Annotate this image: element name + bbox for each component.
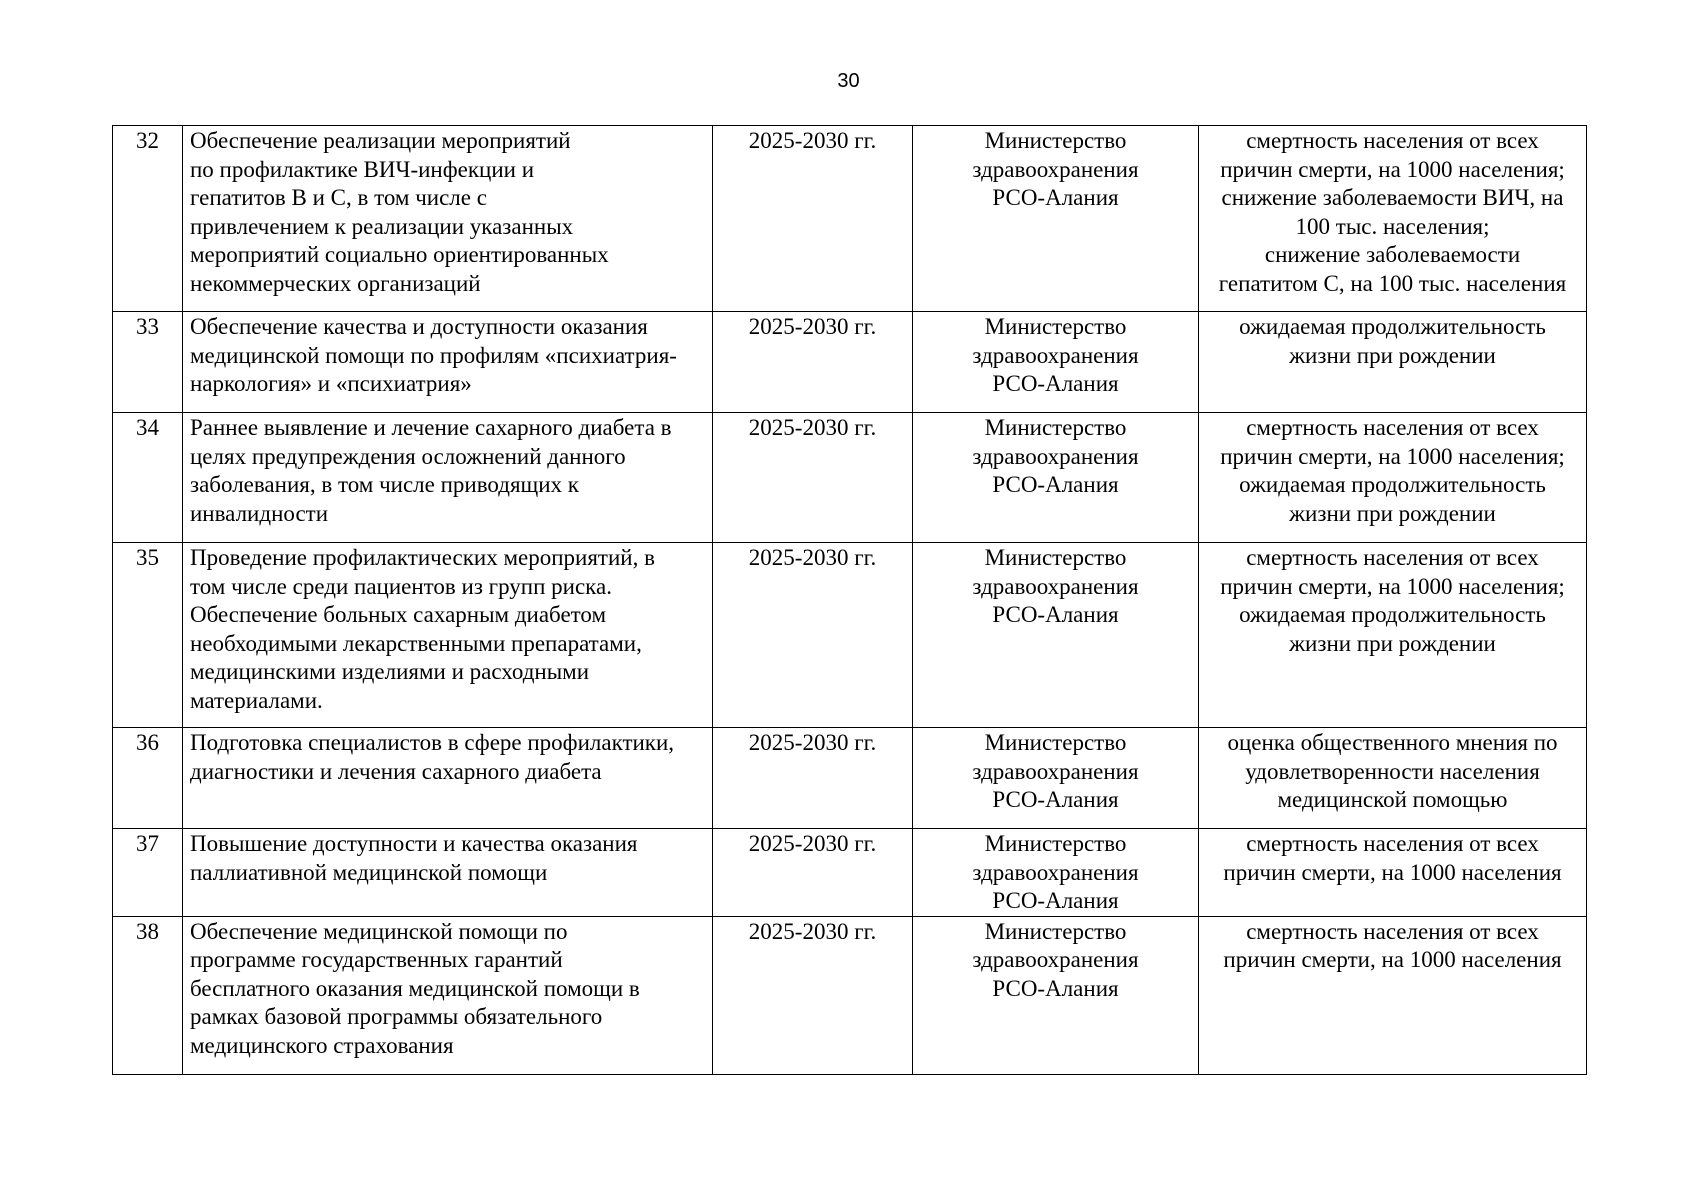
target-indicator: [1199, 829, 1587, 917]
text-line: оценка общественного мнения по: [1227, 730, 1558, 755]
text-line: смертность населения от всех: [1246, 128, 1539, 153]
text-line: жизни при рождении: [1289, 342, 1496, 368]
text-line: причин смерти, на 1000 населения;: [1220, 443, 1565, 469]
measure-description: [183, 916, 713, 1074]
text-line: медицинской помощью: [1277, 787, 1508, 812]
text-line: целях предупреждения осложнений данного: [190, 443, 626, 469]
text-line: наркология» и «психиатрия»: [190, 371, 472, 396]
table-row: [113, 312, 1587, 413]
text-line: жизни при рождении: [1289, 500, 1496, 526]
text-line: 100 тыс. населения;: [1295, 213, 1490, 239]
target-indicator: [1199, 413, 1587, 543]
target-indicator: [1199, 916, 1587, 1074]
text-line: здравоохранения: [972, 859, 1139, 885]
text-line: РСО-Алания: [992, 185, 1119, 210]
text-line: Министерство: [984, 545, 1127, 570]
text-line: РСО-Алания: [992, 472, 1119, 497]
text-line: здравоохранения: [972, 758, 1139, 784]
target-indicator: [1199, 312, 1587, 413]
responsible-executor: [913, 413, 1199, 543]
text-line: Повышение доступности и качества оказания: [190, 831, 638, 856]
responsible-executor: [913, 126, 1199, 312]
row-number: 37: [113, 829, 183, 917]
text-line: РСО-Алания: [992, 602, 1119, 627]
text-line: ожидаемая продолжительность: [1239, 314, 1546, 339]
text-line: Подготовка специалистов в сфере профилактики,: [190, 730, 675, 755]
text-line: инвалидности: [190, 500, 329, 526]
target-indicator: [1199, 126, 1587, 312]
row-number: 36: [113, 728, 183, 829]
text-line: Министерство: [984, 918, 1127, 944]
measure-description: [183, 413, 713, 543]
responsible-executor: [913, 312, 1199, 413]
text-line: диагностики и лечения сахарного диабета: [190, 758, 602, 784]
implementation-period: 2025-2030 гг.: [713, 543, 913, 728]
text-line: Обеспечение больных сахарным диабетом: [190, 602, 607, 627]
text-line: жизни при рождении: [1289, 630, 1496, 656]
text-line: медицинской помощи по профилям «психиатрия-: [190, 342, 677, 368]
text-line: привлечением к реализации указанных: [190, 213, 574, 239]
implementation-period: 2025-2030 гг.: [713, 126, 913, 312]
text-line: Обеспечение медицинской помощи по: [190, 918, 568, 944]
text-line: некоммерческих организаций: [190, 270, 481, 296]
text-line: смертность населения от всех: [1246, 415, 1539, 440]
responsible-executor: [913, 543, 1199, 728]
target-indicator: [1199, 728, 1587, 829]
responsible-executor: [913, 829, 1199, 917]
text-line: гепатитом С, на 100 тыс. населения: [1218, 270, 1567, 296]
text-line: здравоохранения: [972, 156, 1139, 182]
table-row: [113, 728, 1587, 829]
row-number: 33: [113, 312, 183, 413]
text-line: заболевания, в том числе приводящих к: [190, 472, 579, 497]
text-line: рамках базовой программы обязательного: [190, 1004, 603, 1029]
text-line: РСО-Алания: [992, 787, 1119, 812]
text-line: здравоохранения: [972, 443, 1139, 469]
text-line: Министерство: [984, 831, 1127, 856]
measure-description: [183, 829, 713, 917]
implementation-period: 2025-2030 гг.: [713, 413, 913, 543]
text-line: медицинскими изделиями и расходными: [190, 659, 590, 684]
text-line: ожидаемая продолжительность: [1239, 602, 1546, 627]
text-line: причин смерти, на 1000 населения: [1223, 859, 1562, 885]
text-line: Обеспечение качества и доступности оказания: [190, 314, 648, 339]
text-line: необходимыми лекарственными препаратами,: [190, 630, 642, 656]
table-row: [113, 916, 1587, 1074]
text-line: Проведение профилактических мероприятий, в: [190, 545, 655, 570]
text-line: паллиативной медицинской помощи: [190, 859, 548, 885]
text-line: Министерство: [984, 314, 1127, 339]
text-line: мероприятий социально ориентированных: [190, 242, 609, 267]
implementation-period: 2025-2030 гг.: [713, 829, 913, 917]
text-line: причин смерти, на 1000 населения;: [1220, 156, 1565, 182]
measure-description: [183, 126, 713, 312]
responsible-executor: [913, 916, 1199, 1074]
text-line: смертность населения от всех: [1246, 831, 1539, 856]
row-number: 38: [113, 916, 183, 1074]
measure-description: [183, 728, 713, 829]
text-line: Министерство: [984, 128, 1127, 153]
implementation-period: 2025-2030 гг.: [713, 728, 913, 829]
table-row: [113, 126, 1587, 312]
text-line: РСО-Алания: [992, 371, 1119, 396]
implementation-period: 2025-2030 гг.: [713, 312, 913, 413]
row-number: 34: [113, 413, 183, 543]
row-number: 32: [113, 126, 183, 312]
text-line: гепатитов В и С, в том числе с: [190, 185, 487, 210]
target-indicator: [1199, 543, 1587, 728]
measure-description: [183, 543, 713, 728]
text-line: снижение заболеваемости ВИЧ, на: [1221, 185, 1564, 210]
text-line: РСО-Алания: [992, 975, 1119, 1001]
measures-table: [112, 125, 1587, 1075]
implementation-period: 2025-2030 гг.: [713, 916, 913, 1074]
text-line: бесплатного оказания медицинской помощи в: [190, 975, 640, 1001]
table-row: [113, 543, 1587, 728]
text-line: смертность населения от всех: [1246, 918, 1539, 944]
text-line: здравоохранения: [972, 573, 1139, 599]
text-line: смертность населения от всех: [1246, 545, 1539, 570]
text-line: том числе среди пациентов из групп риска.: [190, 573, 612, 599]
row-number: 35: [113, 543, 183, 728]
text-line: удовлетворенности населения: [1245, 758, 1540, 784]
text-line: программе государственных гарантий: [190, 947, 563, 972]
text-line: причин смерти, на 1000 населения: [1223, 947, 1562, 972]
responsible-executor: [913, 728, 1199, 829]
text-line: здравоохранения: [972, 342, 1139, 368]
text-line: Обеспечение реализации мероприятий: [190, 128, 571, 153]
text-line: по профилактике ВИЧ-инфекции и: [190, 156, 535, 182]
text-line: РСО-Алания: [992, 888, 1119, 913]
text-line: Министерство: [984, 415, 1127, 440]
text-line: Министерство: [984, 730, 1127, 755]
page-number: 30: [837, 70, 860, 92]
measure-description: [183, 312, 713, 413]
text-line: Раннее выявление и лечение сахарного диабета в: [190, 415, 672, 440]
text-line: материалами.: [190, 687, 323, 713]
text-line: медицинского страхования: [190, 1032, 454, 1058]
table-row: [113, 413, 1587, 543]
text-line: ожидаемая продолжительность: [1239, 472, 1546, 497]
text-line: причин смерти, на 1000 населения;: [1220, 573, 1565, 599]
text-line: снижение заболеваемости: [1264, 242, 1521, 267]
table-row: [113, 829, 1587, 917]
text-line: здравоохранения: [972, 947, 1139, 972]
